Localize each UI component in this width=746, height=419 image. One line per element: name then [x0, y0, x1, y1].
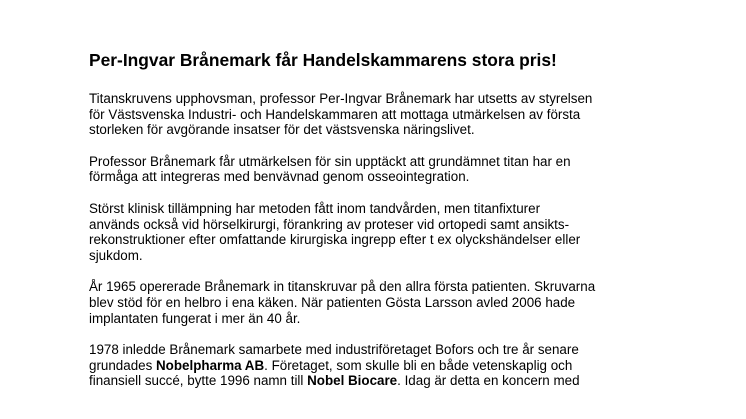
text-line: för Västsvenska Industri- och Handelskammaren att mottaga utmärkelsen av första — [89, 106, 581, 122]
text-line: blev stöd för en helbro i ena käken. När patienten Gösta Larsson avled 2006 hade — [89, 294, 576, 310]
text-segment: finansiell succé, bytte 1996 namn till — [89, 373, 308, 389]
document-page — [89, 50, 669, 389]
text-line: rekonstruktioner efter omfattande kirurgiska ingrepp efter t ex olyckshändelser eller — [89, 232, 581, 248]
text-line: Störst klinisk tillämpning har metoden fått inom tandvården, men titanfixturer — [89, 200, 541, 216]
text-line: Professor Brånemark får utmärkelsen för sin upptäckt att grundämnet titan har en — [89, 153, 571, 169]
text-line: 1978 inledde Brånemark samarbete med industriföretaget Bofors och tre år senare — [89, 342, 579, 358]
text-line: används också vid hörselkirurgi, förankring av proteser vid ortopedi samt ansikts- — [89, 216, 570, 232]
paragraph-intro — [89, 91, 669, 138]
text-line: sjukdom. — [89, 247, 143, 263]
paragraph-company-history — [89, 342, 669, 389]
text-line: förmåga att integreras med benvävnad genom osseointegration. — [89, 169, 470, 185]
company-name-nobel-biocare: Nobel Biocare — [307, 373, 398, 389]
document-title: Per-Ingvar Brånemark får Handelskammarens stora pris! — [89, 50, 557, 70]
text-line: storleken för avgörande insatser för det västsvenska näringslivet. — [89, 122, 475, 138]
text-line — [89, 373, 669, 389]
text-line: År 1965 opererade Brånemark in titanskruvar på den allra första patienten. Skruvarna — [89, 279, 596, 295]
paragraph-discovery — [89, 154, 669, 185]
company-name-nobelpharma: Nobelpharma AB — [156, 357, 265, 373]
text-line — [89, 358, 669, 374]
text-segment: . Företaget, som skulle bli en både vetenskaplig och — [264, 357, 573, 373]
text-segment: grundades — [89, 357, 157, 373]
text-line: Titanskruvens upphovsman, professor Per-Ingvar Brånemark har utsetts av styrelsen — [89, 91, 593, 106]
paragraph-applications — [89, 201, 669, 263]
text-segment: . Idag är detta en koncern med — [397, 373, 580, 389]
paragraph-first-patient — [89, 279, 669, 326]
text-line: implantaten fungerat i mer än 40 år. — [89, 310, 301, 326]
